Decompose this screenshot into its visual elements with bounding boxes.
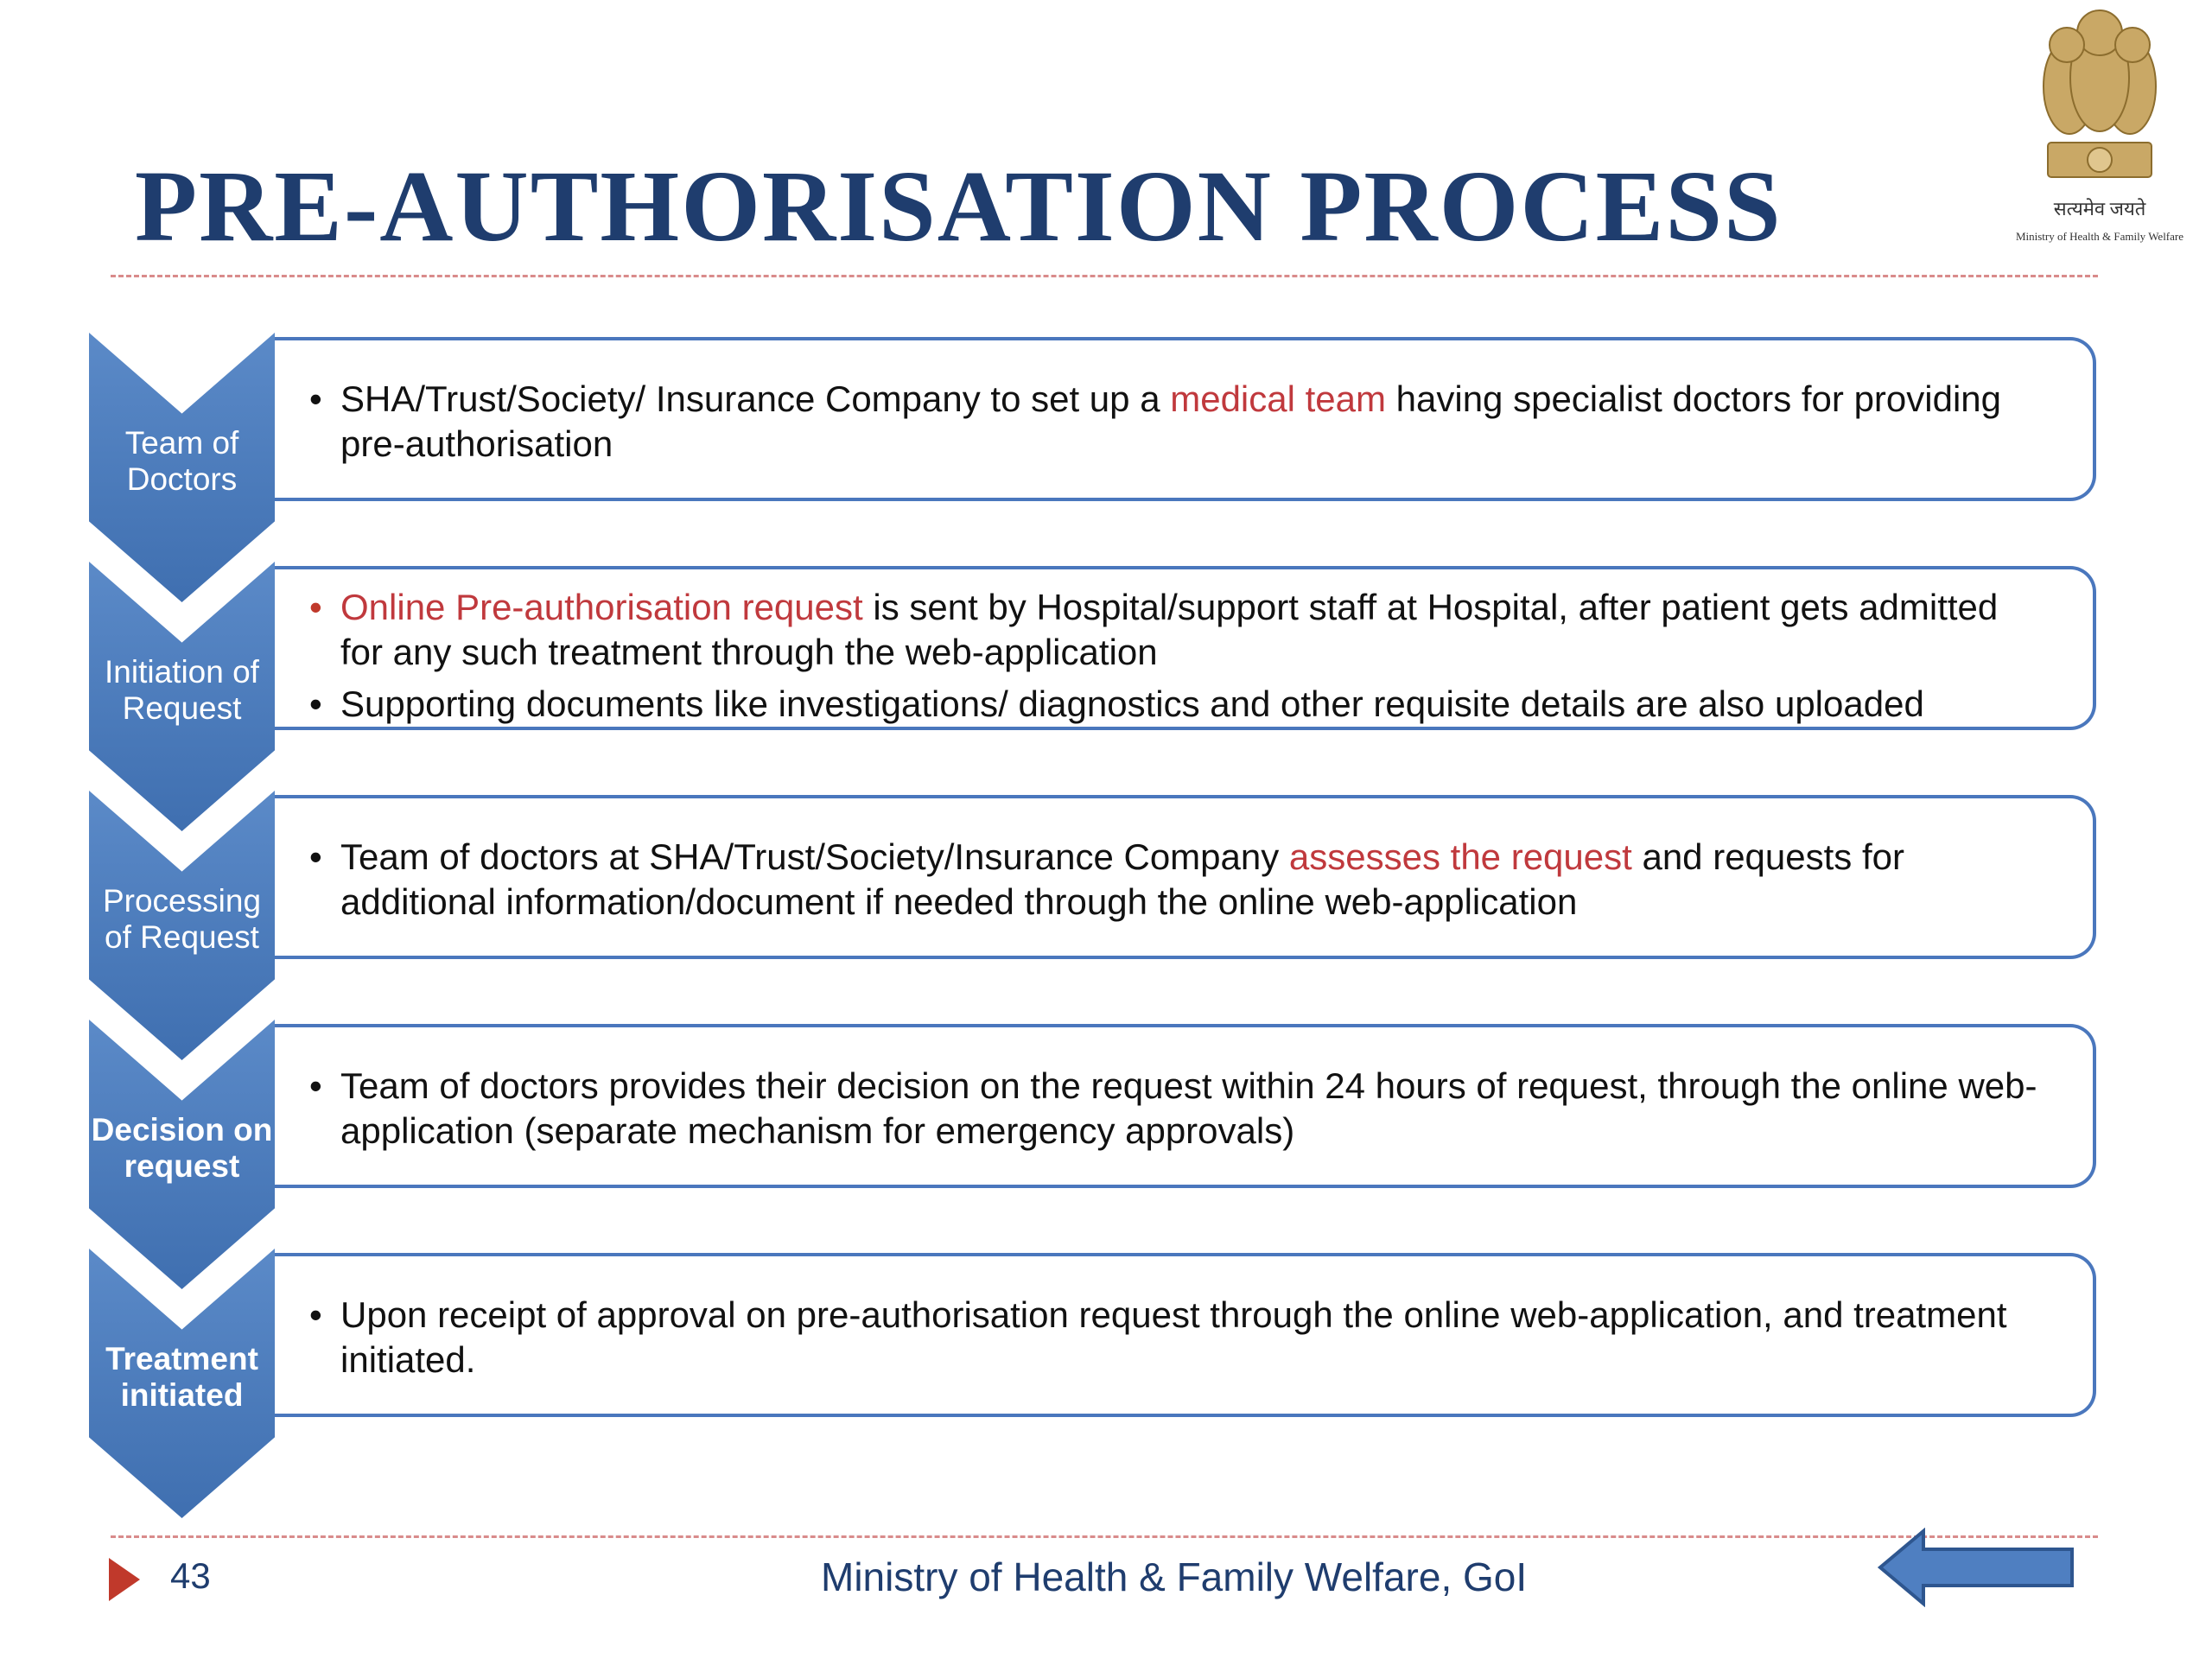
national-emblem: [1987, 0, 2212, 259]
step-bullet: [294, 585, 2041, 675]
bullet-text: SHA/Trust/Society/ Insurance Company to set up a: [340, 378, 1171, 419]
step-label: Decision on request: [91, 1112, 273, 1184]
step-description-box: [275, 337, 2096, 501]
step-description-box: [275, 795, 2096, 959]
step-bullet: [294, 835, 2041, 925]
footer-bullet-icon: [109, 1558, 140, 1601]
highlighted-text: Online Pre-authorisation request: [340, 587, 863, 627]
step-bullet: [294, 682, 2041, 727]
step-label: Initiation of Request: [105, 654, 259, 726]
footer-divider: [111, 1535, 2098, 1538]
bullet-text: Team of doctors provides their decision on the request within 24 hours of request, through the online web-application (separate mechanism for emergency approvals): [340, 1065, 2037, 1151]
step-label: Processing of Request: [102, 883, 262, 955]
step-description-box: [275, 566, 2096, 730]
step-bullet: [294, 377, 2041, 467]
step-bullet: [294, 1064, 2041, 1154]
bullet-text: Upon receipt of approval on pre-authorisation request through the online web-application, and treatment initiated.: [340, 1294, 2007, 1380]
step-bullet: [294, 1293, 2041, 1382]
emblem-icon: [1987, 0, 2212, 199]
step-label: Team of Doctors: [124, 425, 239, 497]
bullet-text: Team of doctors at SHA/Trust/Society/Insurance Company: [340, 836, 1289, 877]
page-title: PRE-AUTHORISATION PROCESS: [135, 149, 1783, 263]
highlighted-text: medical team: [1170, 378, 1386, 419]
bullet-text: and requests for additional information/document if needed through the online web-application: [340, 836, 1904, 922]
bullet-text: having specialist doctors for providing pre-authorisation: [340, 378, 2002, 464]
emblem-motto: सत्यमेव जयते: [2053, 198, 2146, 219]
step-description-box: [275, 1024, 2096, 1188]
step-description-box: [275, 1253, 2096, 1417]
emblem-caption: Ministry of Health & Family Welfare: [2015, 230, 2184, 243]
page-number: 43: [170, 1555, 211, 1596]
header-divider: [111, 275, 2098, 277]
step-label: Treatment initiated: [105, 1341, 258, 1413]
bullet-text: Supporting documents like investigations/ diagnostics and other requisite details are also uploaded: [340, 683, 1924, 724]
back-arrow-icon[interactable]: [1877, 1528, 2075, 1607]
footer-text: Ministry of Health & Family Welfare, GoI: [821, 1554, 1528, 1599]
highlighted-text: assesses the request: [1288, 836, 1632, 877]
bullet-text: is sent by Hospital/support staff at Hospital, after patient gets admitted for any such treatment through the web-application: [340, 587, 1999, 672]
